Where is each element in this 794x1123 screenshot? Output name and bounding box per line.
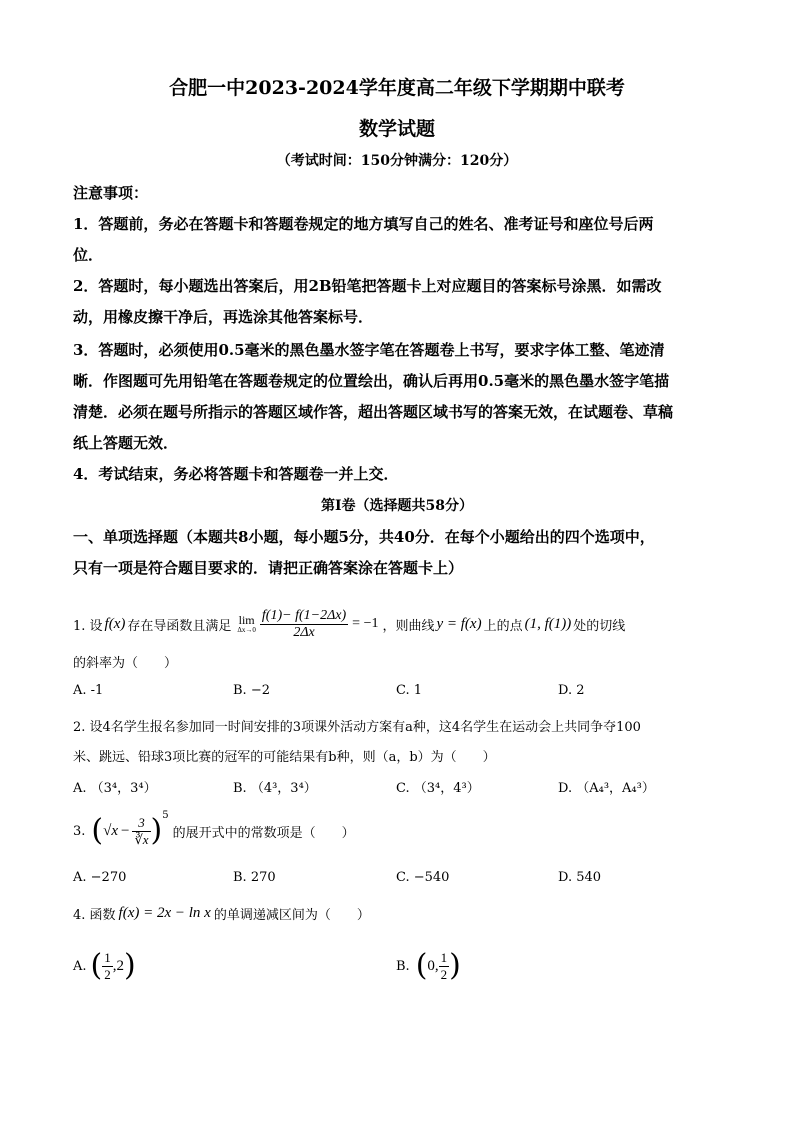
right-paren: ) (150, 813, 163, 848)
option-b: B. （4³，3⁴） (233, 781, 317, 796)
fraction-denominator: 2 (104, 966, 111, 982)
exam-title: 合肥一中2023-2024学年度高二年级下学期期中联考 (169, 77, 625, 99)
option-b: B. 270 (233, 870, 276, 885)
right-paren: ) (124, 948, 136, 983)
notice-line: 4．考试结束，务必将答题卡和答题卷一并上交． (73, 465, 399, 483)
notice-line: 位． (73, 246, 104, 264)
fraction-denominator: 2 (440, 966, 448, 982)
q1-text: 存在导函数且满足 (127, 618, 232, 634)
notice-line: 1．答题前，务必在答题卡和答题卷规定的地方填写自己的姓名、准考证号和座位号后两 (73, 215, 654, 233)
q1-limit (237, 614, 256, 634)
lim-subscript: Δx→0 (237, 626, 256, 634)
interval-right: 2 (116, 957, 124, 974)
option-a: A. （3⁴，3⁴） (73, 781, 157, 796)
left-paren: ( (415, 948, 428, 983)
part-instructions: 一、单项选择题（本题共8小题，每小题5分，共40分．在每个小题给出的四个选项中， (73, 528, 655, 546)
right-paren: ) (449, 948, 461, 983)
notice-line: 3．答题时，必须使用0.5毫米的黑色墨水签字笔在答题卷上书写，要求字体工整、笔迹清 (73, 341, 665, 359)
left-paren: ( (90, 948, 103, 983)
option-a: A. −270 (73, 870, 127, 885)
question-3-stem (73, 806, 355, 856)
q4-text: 的单调递减区间为（ ） (213, 908, 370, 923)
q1-text: 上的点 (483, 618, 523, 634)
q3-sqrt: √x (103, 822, 119, 839)
option-b: B. ( 0 , $\frac{1}{2}$ ) (396, 948, 461, 983)
q1-function: f(x) (104, 615, 126, 632)
option-c: C. 1 (396, 683, 423, 698)
option-label: A. (73, 958, 87, 974)
fraction-numerator: 1 (104, 949, 111, 965)
exam-info: （考试时间：150分钟满分：120分） (276, 153, 518, 169)
fraction-numerator: 1 (440, 949, 448, 965)
q1-equals: = −1 (352, 616, 379, 631)
option-label: B. (396, 958, 410, 974)
question-1-stem-cont: 的斜率为（ ） (73, 656, 178, 671)
q1-prefix: 1. 设 (73, 618, 103, 634)
notice-line: 纸上答题无效． (73, 434, 179, 452)
interval-fraction (102, 950, 113, 983)
option-d: D. （A₄³，A₄³） (558, 781, 655, 796)
q1-text: 处的切线 (573, 618, 626, 634)
notice-line: 晰．作图题可先用铅笔在答题卷规定的位置绘出，确认后再用0.5毫米的黑色墨水签字笔描 (73, 372, 670, 390)
interval-fraction (439, 950, 450, 983)
subject-title: 数学试题 (358, 118, 435, 140)
left-paren: ( (91, 813, 104, 848)
notice-line: 动，用橡皮擦干净后，再选涂其他答案标号． (73, 308, 374, 326)
option-d: D. 2 (558, 683, 585, 698)
q1-fraction (260, 608, 348, 641)
option-a: A. -1 (73, 683, 104, 698)
q3-fraction (132, 815, 150, 848)
q4-function: f(x) = 2x − ln x (118, 905, 211, 921)
lim-label: lim (238, 613, 255, 627)
fraction-denominator: 2Δx (293, 624, 315, 640)
question-1-stem (73, 596, 625, 652)
part-instructions: 只有一项是符合题目要求的．请把正确答案涂在答题卡上） (73, 559, 464, 577)
option-c: C. −540 (396, 870, 450, 885)
q4-prefix: 4. 函数 (73, 908, 116, 923)
fraction-denominator: ∛x (134, 831, 149, 847)
notice-line: 2．答题时，每小题选出答案后，用2B铅笔把答题卡上对应题目的答案标号涂黑．如需改 (73, 277, 662, 295)
q3-minus: − (121, 822, 130, 839)
notice-heading: 注意事项： (73, 184, 149, 202)
q3-text: 的展开式中的常数项是（ ） (172, 825, 355, 841)
q3-power: 5 (162, 810, 169, 821)
question-2-stem-cont: 米、跳远、铅球3项比赛的冠军的可能结果有b种，则（a，b）为（ ） (73, 750, 496, 765)
q1-point: (1, f(1)) (524, 615, 572, 632)
notice-line: 清楚．必须在题号所指示的答题区域作答，超出答题区域书写的答案无效，在试题卷、草稿 (73, 403, 674, 421)
option-b: B. −2 (233, 683, 270, 698)
q1-text: ，则曲线 (382, 618, 435, 634)
section-title: 第Ⅰ卷（选择题共58分） (320, 498, 474, 514)
option-a: A. ( $\frac{1}{2}$ , 2 ) (73, 948, 136, 983)
option-c: C. （3⁴，4³） (396, 781, 480, 796)
question-4-stem (73, 904, 370, 923)
option-d: D. 540 (558, 870, 602, 885)
interval-left: 0 (427, 957, 435, 974)
q3-prefix: 3. (73, 823, 86, 839)
question-2-stem: 2. 设4名学生报名参加同一时间安排的3项课外活动方案有a种，这4名学生在运动会上共同争夺100 (73, 720, 641, 735)
fraction-numerator: f(1)− f(1−2Δx) (261, 607, 347, 623)
fraction-numerator: 3 (132, 815, 150, 832)
q1-curve: y = f(x) (436, 615, 482, 632)
